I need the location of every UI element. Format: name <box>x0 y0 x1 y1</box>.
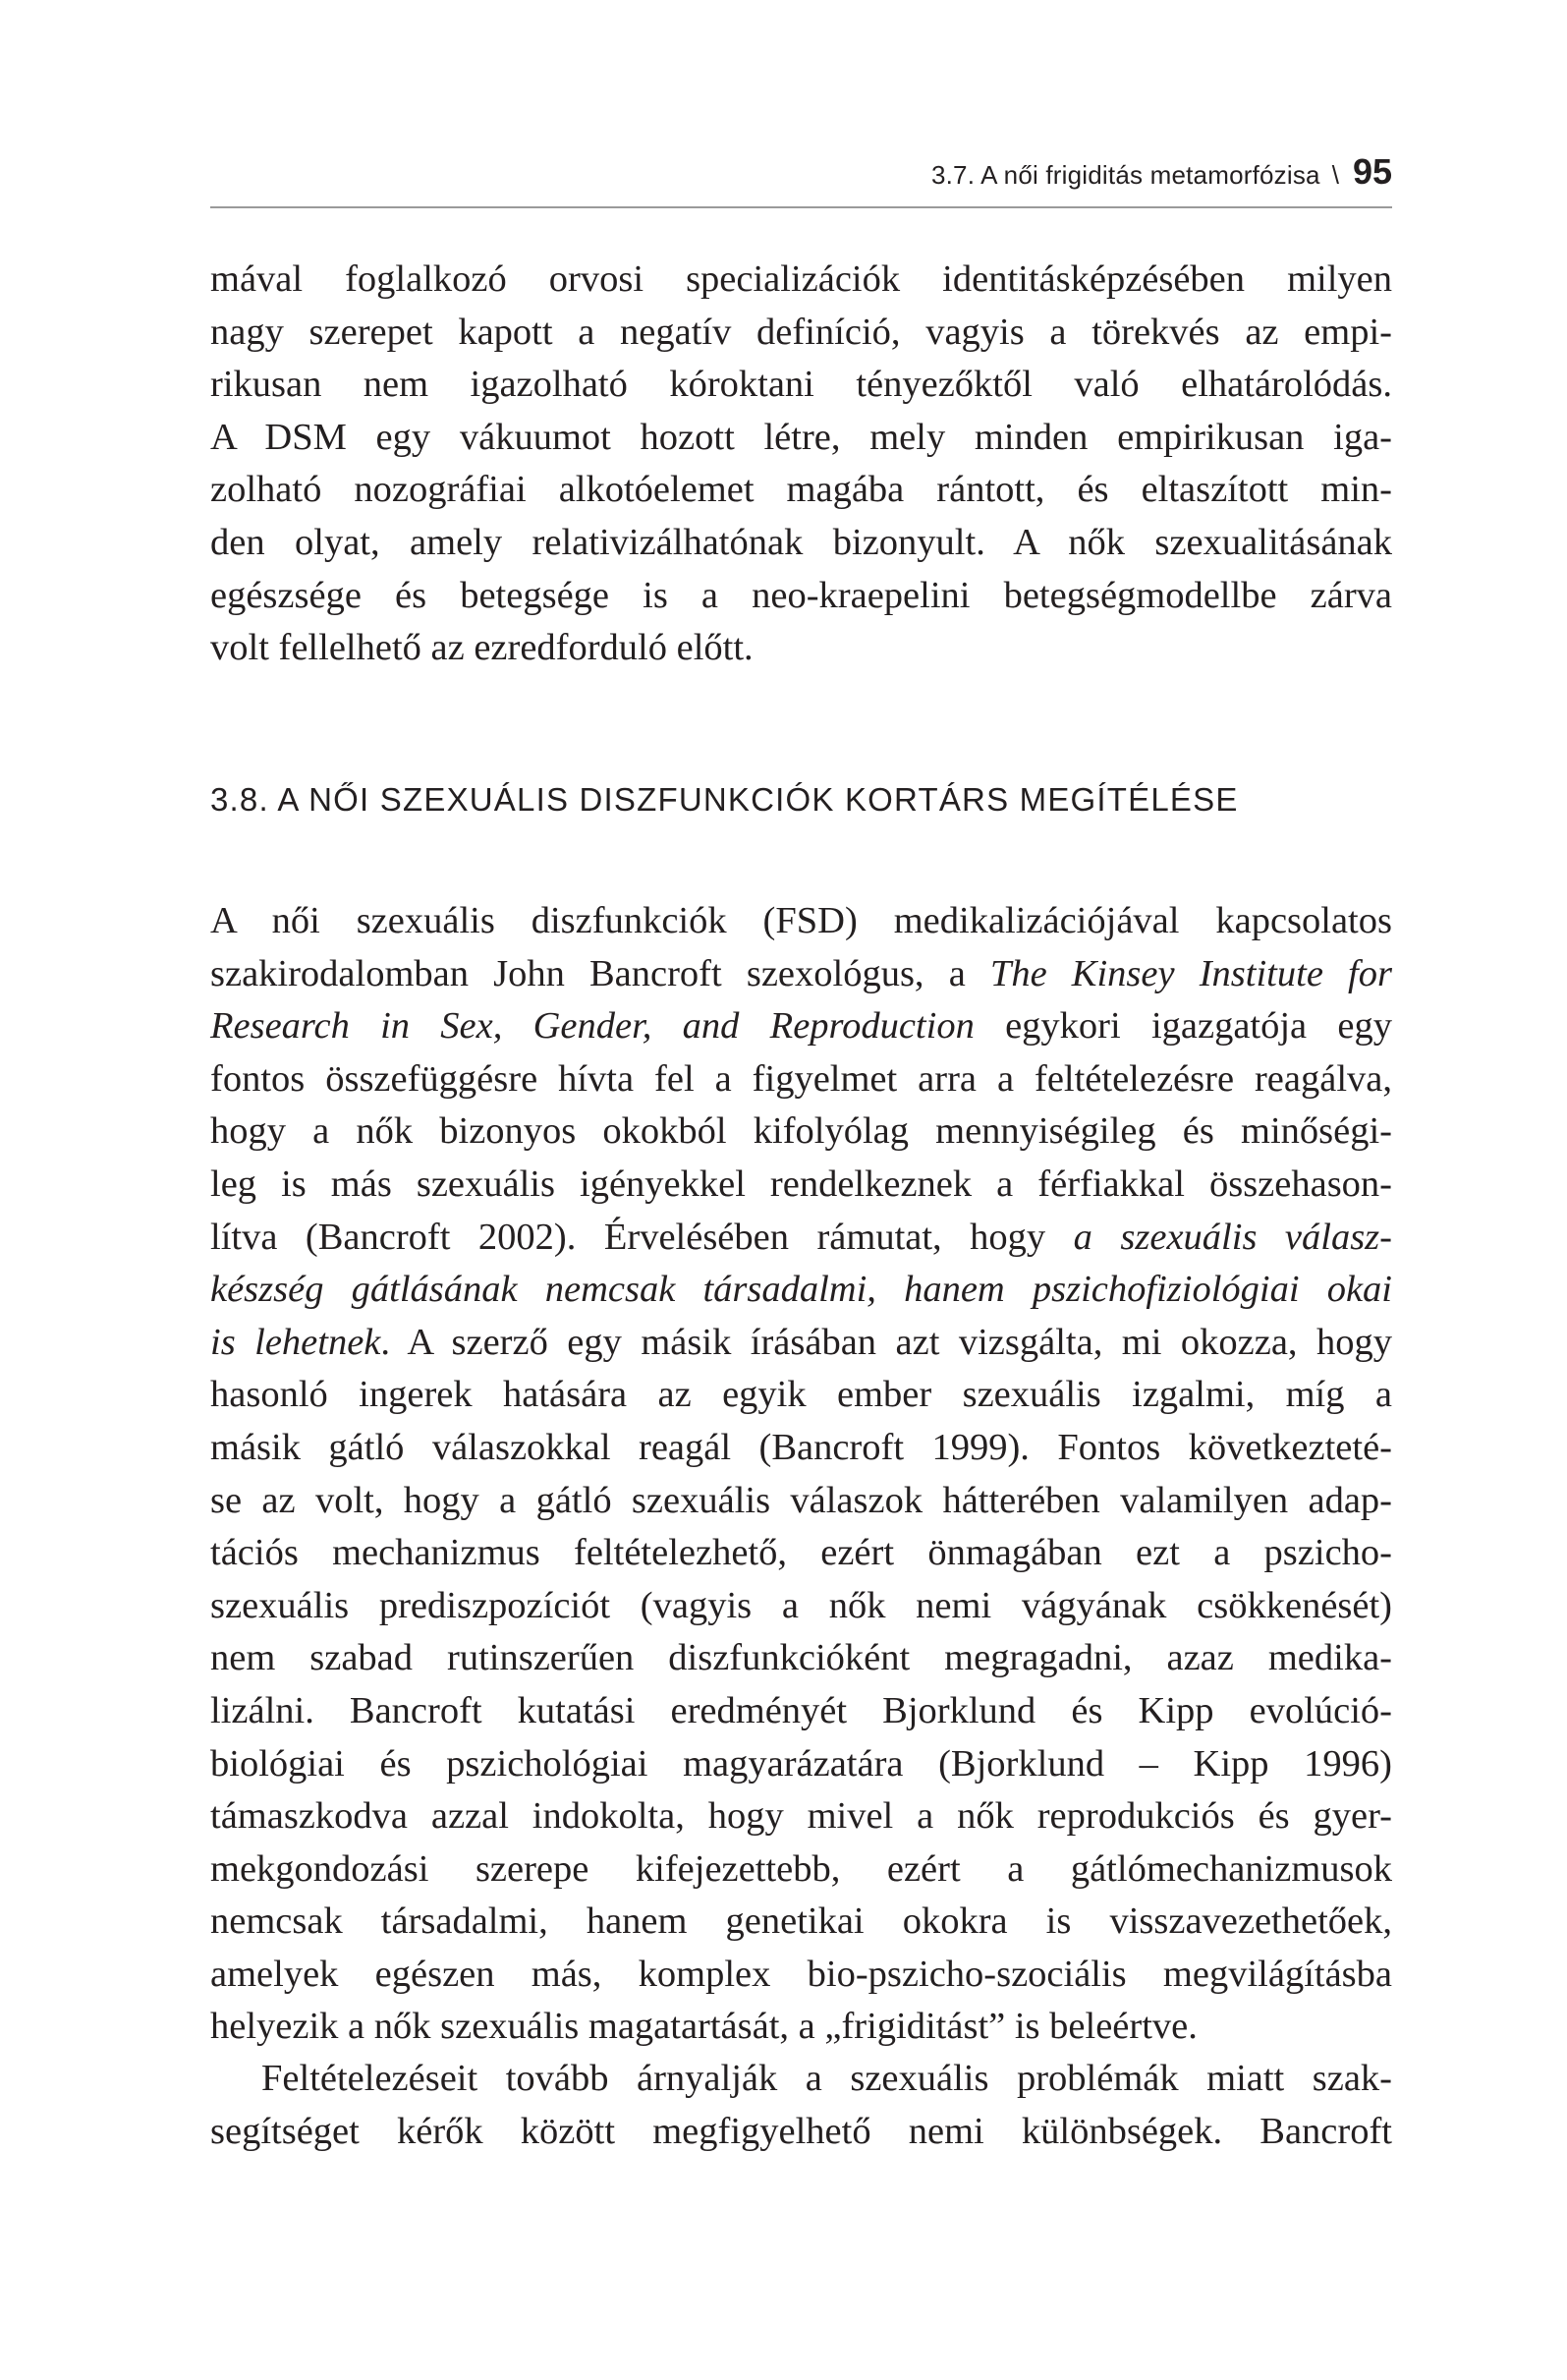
text-line <box>210 2106 1392 2159</box>
text-line <box>210 570 1392 623</box>
text-line <box>210 1685 1392 1738</box>
text-run: szexuális prediszpozíciót (vagyis a nők nemi vágyának csökkenését) <box>210 1584 1392 1626</box>
text-line <box>210 2001 1392 2054</box>
text-line <box>210 254 1392 307</box>
text-run: leg is más szexuális igényekkel rendelkeznek a férfiakkal összehason- <box>210 1162 1392 1205</box>
text-line <box>210 1738 1392 1791</box>
text-line <box>210 948 1392 1001</box>
running-head-separator: \ <box>1331 160 1339 190</box>
italic-run: készség gátlásának nemcsak társadalmi, hanem pszichofiziológiai okai <box>210 1269 1392 1311</box>
text-run: A DSM egy vákuumot hozott létre, mely minden empirikusan iga- <box>210 416 1392 458</box>
page-number: 95 <box>1352 151 1392 192</box>
text-line <box>210 1212 1392 1265</box>
text-line <box>210 517 1392 570</box>
text-run: mekgondozási szerepe kifejezettebb, ezért a gátlómechanizmusok <box>210 1847 1392 1890</box>
text-line <box>210 1790 1392 1843</box>
text-line <box>210 412 1392 465</box>
text-run: egészsége és betegsége is a neo-kraepelini betegségmodellbe zárva <box>210 574 1392 616</box>
text-line <box>210 1000 1392 1053</box>
text-line <box>210 359 1392 412</box>
text-run: A női szexuális diszfunkciók (FSD) medikalizációjával kapcsolatos <box>210 900 1392 941</box>
running-head-inner <box>931 151 1392 193</box>
italic-run: is lehetnek <box>210 1321 381 1363</box>
text-run: amelyek egészen más, komplex bio-pszicho-szociális megvilágításba <box>210 1953 1392 1995</box>
text-run: hogy a nők bizonyos okokból kifolyólag mennyiségileg és minőségi- <box>210 1110 1392 1153</box>
text-run: tációs mechanizmus feltételezhető, ezért önmagában ezt a pszicho- <box>210 1532 1392 1574</box>
text-line <box>210 1053 1392 1106</box>
text-line <box>210 2053 1392 2106</box>
text-run: egykori igazgatója egy <box>974 1005 1392 1048</box>
italic-run: The Kinsey Institute for <box>989 952 1392 994</box>
text-line <box>210 1422 1392 1475</box>
main-paragraph <box>210 895 1392 2054</box>
text-run: se az volt, hogy a gátló szexuális válaszok hátterében valamilyen adap- <box>210 1479 1392 1521</box>
text-run: helyezik a nők szexuális magatartását, a „frigiditást” is beleértve. <box>210 2006 1198 2048</box>
text-run: nemcsak társadalmi, hanem genetikai okokra is visszavezethetőek, <box>210 1900 1392 1943</box>
text-run: másik gátló válaszokkal reagál (Bancroft 1999). Fontos következteté- <box>210 1426 1392 1468</box>
text-run: segítséget kérők között megfigyelhető nemi különbségek. Bancroft <box>210 2110 1392 2152</box>
running-head-title: 3.7. A női frigiditás metamorfózisa <box>930 160 1320 190</box>
text-run: támaszkodva azzal indokolta, hogy mivel a nők reprodukciós és gyer- <box>210 1795 1392 1838</box>
text-line <box>210 1475 1392 1528</box>
text-run: rikusan nem igazolható kóroktani tényezőktől való elhatárolódás. <box>210 364 1392 406</box>
text-run: zolható nozográfiai alkotóelemet magába rántott, és eltaszított min- <box>210 469 1392 511</box>
last-paragraph <box>210 2053 1392 2158</box>
italic-run: a szexuális válasz- <box>1073 1216 1392 1258</box>
text-line <box>210 1105 1392 1159</box>
text-line <box>210 1949 1392 2002</box>
text-run: nagy szerepet kapott a negatív definíció, vagyis a törekvés az empi- <box>210 311 1392 353</box>
text-run: hasonló ingerek hatására az egyik ember szexuális izgalmi, míg a <box>210 1374 1392 1416</box>
text-run: den olyat, amely relativizálhatónak bizonyult. A nők szexualitásának <box>210 521 1392 563</box>
text-run: lizálni. Bancroft kutatási eredményét Bjorklund és Kipp evolúció- <box>210 1689 1392 1731</box>
text-line <box>210 1896 1392 1949</box>
text-line <box>210 1632 1392 1685</box>
text-line <box>210 1580 1392 1633</box>
text-run: fontos összefüggésre hívta fel a figyelmet arra a feltételezésre reagálva, <box>210 1057 1392 1100</box>
text-run: Feltételezéseit tovább árnyalják a szexuális problémák miatt szak- <box>261 2058 1392 2099</box>
text-line <box>210 895 1392 948</box>
text-line <box>210 1369 1392 1422</box>
text-line <box>210 1264 1392 1317</box>
text-line <box>210 1843 1392 1897</box>
text-run: mával foglalkozó orvosi specializációk identitásképzésében milyen <box>210 258 1392 300</box>
text-line <box>210 1159 1392 1212</box>
running-head <box>210 145 1392 208</box>
text-run: nem szabad rutinszerűen diszfunkcióként megragadni, azaz medika- <box>210 1637 1392 1679</box>
section-heading: 3.8. A NŐI SZEXUÁLIS DISZFUNKCIÓK KORTÁRS MEGÍTÉLÉSE <box>210 781 1239 818</box>
text-run: szakirodalomban John Bancroft szexológus, a <box>210 952 990 994</box>
text-run: lítva (Bancroft 2002). Érvelésében rámutat, hogy <box>210 1216 1074 1258</box>
text-line <box>210 622 1392 675</box>
intro-paragraph <box>210 254 1392 675</box>
text-line <box>210 1317 1392 1370</box>
text-run: biológiai és pszichológiai magyarázatára (Bjorklund – Kipp 1996) <box>210 1742 1392 1785</box>
text-run: . A szerző egy másik írásában azt vizsgálta, mi okozza, hogy <box>380 1321 1392 1363</box>
italic-run: Research in Sex, Gender, and Reproduction <box>210 1005 975 1048</box>
text-line <box>210 464 1392 517</box>
text-line <box>210 1527 1392 1580</box>
text-run: volt fellelhető az ezredforduló előtt. <box>210 627 754 669</box>
text-line <box>210 307 1392 360</box>
